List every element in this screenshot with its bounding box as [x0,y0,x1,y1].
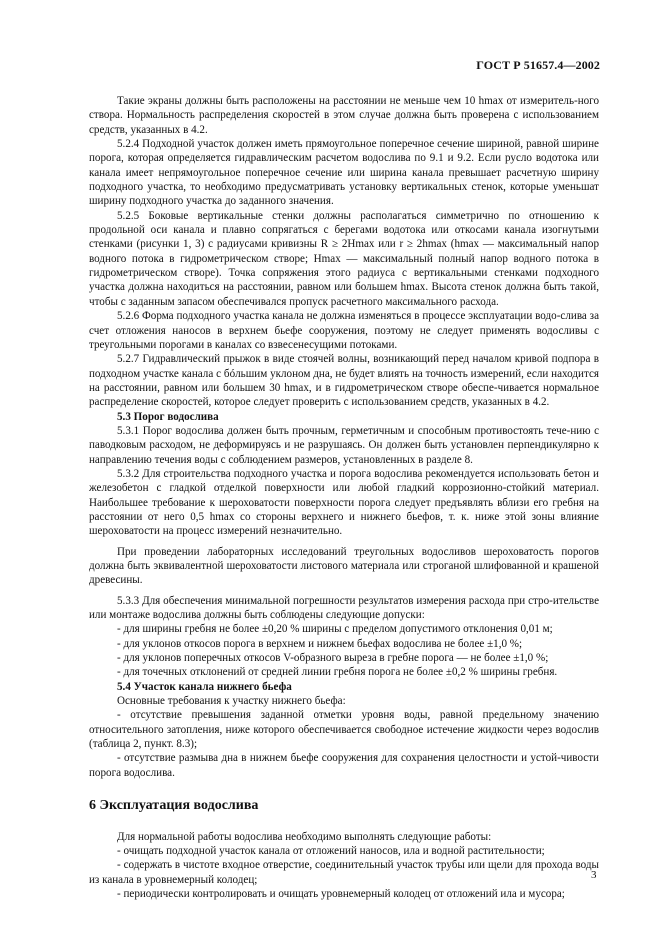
document-body [89,94,599,901]
list-item: - отсутствие размыва дна в нижнем бьефе сооружения для сохранения целостности и устой-чивости порога водослива. [89,752,599,779]
page-header: ГОСТ Р 51657.4—2002 [476,58,600,72]
clause-5-2-5: 5.2.5 Боковые вертикальные стенки должны располагаться симметрично по отношению к продольной оси канала и плавно сопрягаться с берегами водотока или откосами канала изогнутыми стенками (рисунки 1, 3) с радиусами кривизны R ≥ 2Hmax или r ≥ 2hmax (hmax — максимальный напор водного потока в гидрометрическом створе; Hmax — максимальный полный напор водного потока в гидрометрическом створе). Точка сопряжения этого радиуса с вертикальными стенками подходного участка должна находиться на расстоянии, равном или большем hmax. Высота стенок должна быть такой, чтобы с заданным запасом обеспечивался пропуск расчетного максимального расхода. [89,209,599,308]
list-item: - для уклонов откосов порога в верхнем и нижнем бьефах водослива не более ±1,0 %; [117,637,523,650]
clause-5-2-6: 5.2.6 Форма подходного участка канала не должна изменяться в процессе эксплуатации водо-слива за счет отложения наносов в верхнем бьефе сооружения, поэтому не следует применять водосливы с треугольными порогами в каналах со взвесенесущими потоками. [89,310,599,351]
list-item: - содержать в чистоте входное отверстие, соединительный участок трубы или щели для прохода воды из канала в уровнемерный колодец; [89,859,599,886]
clause-5-3-1: 5.3.1 Порог водослива должен быть прочным, герметичным и способным противостоять тече-нию с паводковым расходом, не деформируясь и не разрушаясь. Он должен быть установлен перпендикулярно к направлению течения воды с соблюдением размеров, установленных в разделе 8. [89,424,599,466]
clause-5-2-4: 5.2.4 Подходной участок должен иметь прямоугольное поперечное сечение шириной, равной ширине порога, которая определяется гидравлическим расчетом водослива по 9.1 и 9.2. Если русло водотока или канала имеет непрямоугольное поперечное сечение или ширина канала превышает расчетную ширину подходного участка, то необходимо предусматривать установку вертикальных стенок, которые уменьшат ширину подходного участка до заданного значения. [89,138,599,208]
paragraph: При проведении лабораторных исследований треугольных водосливов шероховатость порогов должна быть эквивалентной шероховатости листового материала или строганой шлифованной и крашеной древесины. [89,545,599,587]
list-item: - для уклонов поперечных откосов V-образного выреза в гребне порога — не более ±1,0 %; [117,652,549,665]
section-heading-6: 6 Эксплуатация водослива [89,798,259,814]
list-item: - для ширины гребня не более ±0,20 % ширины с пределом допустимого отклонения 0,01 м; [117,623,553,636]
subsection-heading-5-4: 5.4 Участок канала нижнего бьефа [117,680,292,693]
list-item: - периодически контролировать и очищать уровнемерный колодец от отложений ила и мусора; [117,887,565,900]
subsection-heading-5-3: 5.3 Порог водослива [117,410,219,423]
list-item: - для точечных отклонений от средней линии гребня порога не более ±0,2 % ширины гребня. [117,666,558,679]
list-item: - отсутствие превышения заданной отметки уровня воды, равной предельному значению относительного затопления, ниже которого обеспечивается свободное истечение жидкости через водослив (таблица 2, пункт. 8.3); [89,709,599,751]
clause-5-3-3: 5.3.3 Для обеспечения минимальной погрешности результатов измерения расхода при стро-ительстве или монтаже водослива должны быть соблюдены следующие допуски: [89,594,599,622]
paragraph: Основные требования к участку нижнего бьефа: [117,695,346,708]
clause-5-3-2: 5.3.2 Для строительства подходного участка и порога водослива рекомендуется использовать бетон и железобетон с гладкой отделкой поверхности или любой гладкий коррозионно-стойкий материал. Наибольшее требование к шероховатости поверхности порога следует предъявлять вблизи его гребня на расстоянии от него 0,5 hmax со стороны верхнего и нижнего бьефов, т. к. ниже этой зоны влияние шероховатости на процесс измерений незначительно. [89,467,599,538]
paragraph: Для нормальной работы водослива необходимо выполнять следующие работы: [117,830,492,843]
page-number: 3 [591,869,597,881]
clause-5-2-7: 5.2.7 Гидравлический прыжок в виде стоячей волны, возникающий перед началом кривой подпора в подходном участке канала с бóльшим уклоном дна, не будет влиять на точность измерений, если находится на расстоянии, равном или большем 30 hmax, и в гидрометрическом створе обеспе-чивается нормальное распределение скоростей, которое следует проверить с использованием средств, указанных в 4.2. [89,353,599,409]
list-item: - очищать подходной участок канала от отложений наносов, ила и водной растительности; [117,844,545,857]
paragraph: Такие экраны должны быть расположены на расстоянии не меньше чем 10 hmax от измеритель-ного створа. Нормальность распределения скоростей в этом случае должна быть проверена с использованием средств, указанных в 4.2. [89,95,599,136]
